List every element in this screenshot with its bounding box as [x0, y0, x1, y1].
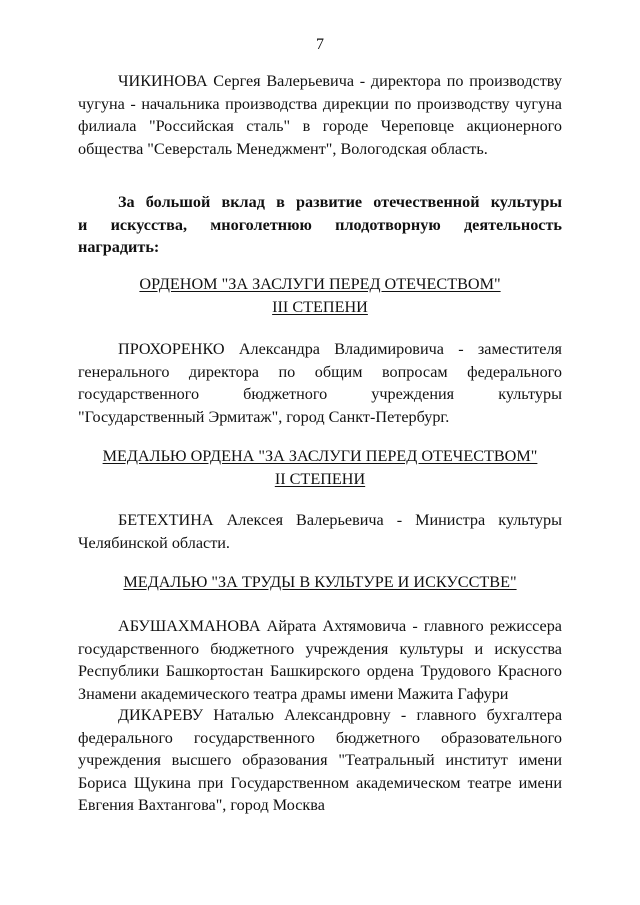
paragraph-prokhorenko: ПРОХОРЕНКО Александра Владимировича - заместителя генерального директора по общим вопросам федерального государственного бюджетного учреждения культуры "Государственный Эрмитаж", город Санкт-Петербург. — [78, 340, 562, 426]
heading-medal-culture — [0, 571, 640, 594]
heading-order-merit-3 — [0, 273, 640, 318]
award-intro-line-1: За большой вклад в развитие отечественной культуры — [118, 193, 562, 211]
award-intro-line-3: наградить: — [78, 238, 160, 256]
award-intro — [78, 191, 562, 259]
paragraph-chikinova: ЧИКИНОВА Сергея Валерьевича - директора по производству чугуна - начальника производства дирекции по производству чугуна филиала "Российская сталь" в городе Череповце акционерного общества "Северсталь Менеджмент", Вологодская область. — [78, 72, 562, 158]
award-intro-line-2: и искусства, многолетнюю плодотворную деятельность — [78, 215, 562, 234]
page-number: 7 — [316, 36, 324, 53]
heading-medal-order-line-2: II СТЕПЕНИ — [274, 469, 366, 488]
heading-order-line-1: ОРДЕНОМ "ЗА ЗАСЛУГИ ПЕРЕД ОТЕЧЕСТВОМ" — [139, 275, 501, 293]
paragraph-betekhtina: БЕТЕХТИНА Алексея Валерьевича - Министра культуры Челябинской области. — [78, 511, 562, 552]
heading-medal-culture-line: МЕДАЛЬЮ "ЗА ТРУДЫ В КУЛЬТУРЕ И ИСКУССТВЕ" — [123, 573, 517, 591]
heading-medal-order-merit-2 — [0, 445, 640, 490]
paragraph-dikareva: ДИКАРЕВУ Наталью Александровну - главного бухгалтера федерального государственного бюджетного образовательного учреждения высшего образования "Театральный институт имени Бориса Щукина при Государственном академическом театре имени Евгения Вахтангова", город Москва — [78, 706, 562, 814]
paragraph-abushakhmanova: АБУШАХМАНОВА Айрата Ахтямовича - главного режиссера государственного бюджетного учреждения культуры и искусства Республики Башкортостан Башкирского ордена Трудового Красного Знамени академического театра драмы имени Мажита Гафури — [78, 617, 562, 703]
heading-order-line-2: III СТЕПЕНИ — [272, 297, 368, 316]
heading-medal-order-line-1: МЕДАЛЬЮ ОРДЕНА "ЗА ЗАСЛУГИ ПЕРЕД ОТЕЧЕСТВОМ" — [102, 447, 538, 465]
